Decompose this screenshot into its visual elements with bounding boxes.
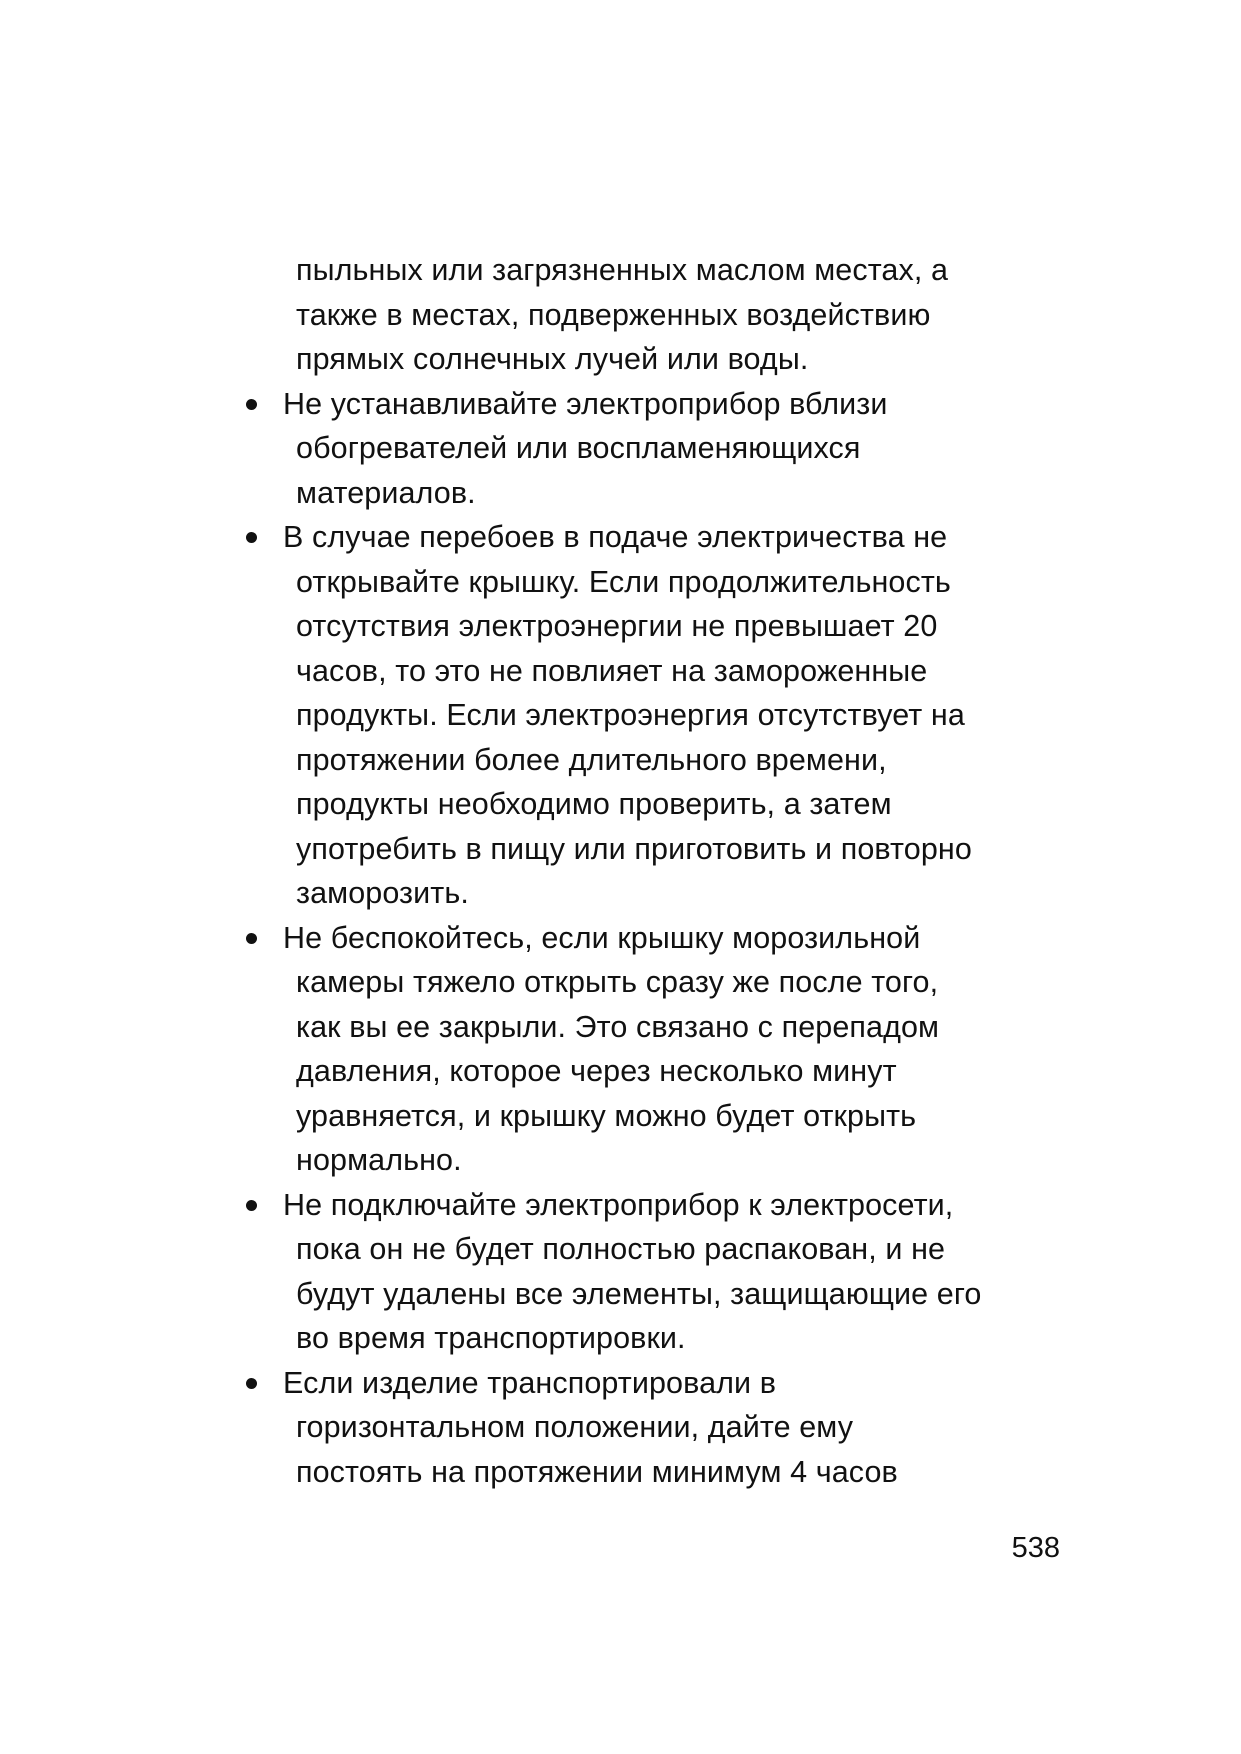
- list-item: [246, 382, 1066, 427]
- list-item: [246, 916, 1066, 961]
- text-line: прямых солнечных лучей или воды.: [296, 342, 809, 376]
- bullet-icon: [246, 1200, 257, 1211]
- text-line: продукты необходимо проверить, а затем: [296, 787, 892, 821]
- text-line: давления, которое через несколько минут: [296, 1054, 897, 1088]
- text-line: нормально.: [296, 1143, 462, 1177]
- text-line: отсутствия электроэнергии не превышает 20: [296, 609, 938, 643]
- bullet-icon: [246, 532, 257, 543]
- text-line: пока он не будет полностью распакован, и не: [296, 1232, 946, 1266]
- page-number: 538: [1011, 1532, 1060, 1564]
- list-item: [246, 1361, 1066, 1406]
- text-line: постоять на протяжении минимум 4 часов: [296, 1454, 898, 1489]
- text-line: В случае перебоев в подаче электричества не: [283, 520, 948, 554]
- text-line: Если изделие транспортировали в: [283, 1365, 777, 1400]
- bullet-icon: [246, 1378, 257, 1389]
- text-line: протяжении более длительного времени,: [296, 742, 887, 777]
- bullet-icon: [246, 933, 257, 944]
- text-line: камеры тяжело открыть сразу же после того,: [296, 965, 939, 999]
- text-line: заморозить.: [296, 876, 469, 910]
- text-line: материалов.: [296, 475, 476, 510]
- text-line: Не беспокойтесь, если крышку морозильной: [283, 920, 921, 955]
- list-item: [246, 1183, 1066, 1228]
- text-line: как вы ее закрыли. Это связано с перепадом: [296, 1009, 940, 1044]
- text-line: продукты. Если электроэнергия отсутствует на: [296, 698, 965, 732]
- list-item: [246, 515, 1066, 560]
- text-line: горизонтальном положении, дайте ему: [296, 1410, 854, 1444]
- text-line: обогревателей или воспламеняющихся: [296, 431, 861, 465]
- text-line: будут удалены все элементы, защищающие его: [296, 1276, 982, 1311]
- text-line: пыльных или загрязненных маслом местах, а: [296, 253, 949, 287]
- text-line: также в местах, подверженных воздействию: [296, 297, 931, 332]
- text-line: уравняется, и крышку можно будет открыть: [296, 1098, 917, 1133]
- text-line: употребить в пищу или приготовить и повторно: [296, 831, 972, 866]
- text-line: во время транспортировки.: [296, 1321, 686, 1355]
- page-body: [246, 248, 1066, 1494]
- text-line: Не подключайте электроприбор к электросети,: [283, 1187, 954, 1222]
- bullet-icon: [246, 399, 257, 410]
- text-line: часов, то это не повлияет на замороженные: [296, 653, 928, 688]
- text-line: открывайте крышку. Если продолжительность: [296, 564, 951, 599]
- text-line: Не устанавливайте электроприбор вблизи: [283, 386, 888, 421]
